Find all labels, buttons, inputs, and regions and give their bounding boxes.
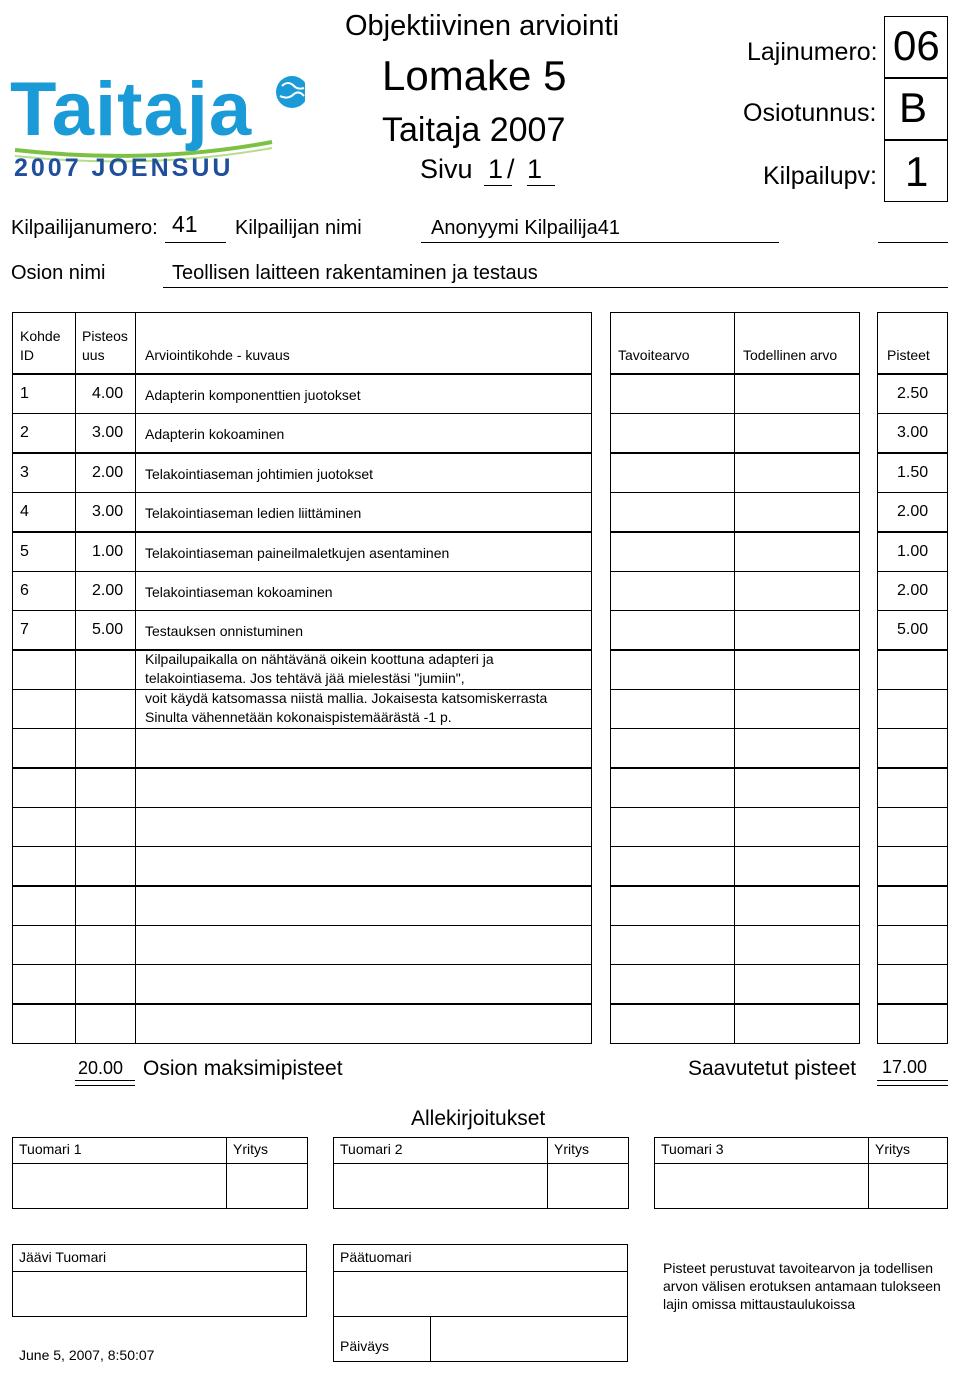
lajinumero-box [884,16,948,78]
footnote-line: Pisteet perustuvat tavoitearvon ja todellisen [663,1260,934,1276]
logo-wordmark: Taitaja [10,67,253,152]
row-max-points: 1.00 [92,542,124,560]
date-label: Päiväys [340,1338,390,1354]
competitor-name-label: Kilpailijan nimi [235,217,362,239]
header-kuvaus: Arviointikohde - kuvaus [145,347,290,363]
table-desc-cell [135,964,592,1004]
table-desc-cell [135,1004,592,1044]
table-target-cell[interactable] [610,964,735,1004]
table-id-cell [12,807,76,847]
table-target-cell[interactable] [610,886,735,926]
header-kuvaus-cell [135,312,592,374]
competitor-number-underline [165,242,226,243]
table-points-cell [877,886,948,926]
row-points: 2.00 [897,582,929,599]
achieved-total-underline-2 [877,1085,948,1086]
header-todellinen-cell [734,312,860,374]
header-tavoite-cell [610,312,735,374]
header-pisteos: Pisteos [82,328,128,344]
table-max-cell [75,886,136,926]
lajinumero-label: Lajinumero: [747,38,878,66]
header-pisteet-cell [877,312,948,374]
section-name-underline [163,287,948,288]
table-actual-cell[interactable] [734,846,860,886]
footnote-line: arvon välisen erotuksen antamaan tulokseen [663,1278,941,1294]
table-actual-cell[interactable] [734,650,860,690]
section-name-label: Osion nimi [11,262,106,284]
table-points-cell [877,1004,948,1044]
page-title: Objektiivinen arviointi [345,10,620,42]
date-value-cell[interactable] [430,1316,628,1362]
table-target-cell[interactable] [610,413,735,453]
table-id-cell [12,689,76,729]
table-target-cell[interactable] [610,532,735,572]
table-id-cell [12,886,76,926]
row-points: 3.00 [897,424,929,442]
competitor-number-label: Kilpailijanumero: [11,217,158,239]
note-line: telakointiasema. Jos tehtävä jää mielestäsi "jumiin", [145,670,465,686]
table-desc-cell [135,807,592,847]
table-target-cell[interactable] [610,728,735,768]
osiotunnus-label: Osiotunnus: [743,99,877,127]
company3-sign-cell[interactable] [868,1163,948,1209]
row-max-points: 3.00 [92,503,124,521]
judge3-label: Tuomari 3 [661,1141,724,1157]
header-pisteet: Pisteet [887,347,930,363]
page-separator: / [507,154,515,184]
table-points-cell [877,964,948,1004]
table-actual-cell[interactable] [734,492,860,532]
header-tavoite: Tavoitearvo [618,347,690,363]
header-todellinen: Todellinen arvo [743,347,838,363]
row-points: 1.50 [897,463,929,481]
table-target-cell[interactable] [610,1004,735,1044]
kilpailupv-box [884,140,948,202]
page-current: 1 [488,154,504,184]
disqualified-judge-sign-cell[interactable] [12,1271,307,1317]
footnote [663,1259,941,1313]
company2-label: Yritys [554,1141,589,1157]
row-id: 4 [20,503,29,521]
head-judge-label: Päätuomari [340,1249,412,1265]
table-points-cell [877,846,948,886]
table-points-cell [877,768,948,808]
table-desc-cell [135,886,592,926]
table-actual-cell[interactable] [734,453,860,493]
table-max-cell [75,650,136,690]
table-actual-cell[interactable] [734,925,860,965]
row-max-points: 2.00 [92,463,124,481]
page-label: Sivu [420,154,473,184]
row-id: 7 [20,621,29,639]
table-target-cell[interactable] [610,689,735,729]
table-actual-cell[interactable] [734,728,860,768]
table-target-cell[interactable] [610,925,735,965]
table-actual-cell[interactable] [734,571,860,611]
table-target-cell[interactable] [610,571,735,611]
table-desc-cell [135,728,592,768]
section-name: Teollisen laitteen rakentaminen ja testaus [172,262,538,284]
row-max-points: 3.00 [92,424,124,442]
achieved-total-underline-1 [877,1080,948,1081]
table-id-cell [12,768,76,808]
row-id: 6 [20,582,29,599]
header-uus: uus [82,347,105,363]
logo-subtitle: 2007 JOENSUU [14,154,234,182]
achieved-label: Saavutetut pisteet [688,1057,857,1080]
row-description: Telakointiaseman kokoaminen [145,584,333,600]
table-target-cell[interactable] [610,650,735,690]
table-points-cell [877,650,948,690]
osiotunnus-value: B [899,84,928,131]
osiotunnus-box [884,78,948,140]
row-max-points: 2.00 [92,582,124,599]
kilpailupv-value: 1 [905,148,929,195]
table-id-cell [12,925,76,965]
table-actual-cell[interactable] [734,689,860,729]
note-line: Sinulta vähennetään kokonaispistemäärästä -1 p. [145,709,452,725]
achieved-total: 17.00 [882,1057,928,1077]
row-description: Telakointiaseman paineilmaletkujen asentaminen [145,544,450,561]
max-label: Osion maksimipisteet [143,1057,343,1080]
row-points: 2.00 [897,503,929,521]
row-id: 3 [20,463,29,481]
row-description: Telakointiaseman johtimien juotokset [145,465,374,482]
row-points: 5.00 [897,621,929,639]
table-max-cell [75,846,136,886]
table-id-cell [12,650,76,690]
table-max-cell [75,689,136,729]
table-target-cell[interactable] [610,846,735,886]
note-line: Kilpailupaikalla on nähtävänä oikein koottuna adapteri ja [145,651,494,667]
page-total-underline [527,185,555,186]
row-id: 1 [20,385,29,402]
timestamp: June 5, 2007, 8:50:07 [19,1347,155,1363]
disqualified-judge-label: Jäävi Tuomari [19,1249,107,1265]
row-points: 1.00 [897,542,929,560]
table-target-cell[interactable] [610,610,735,650]
table-target-cell[interactable] [610,768,735,808]
row-id: 5 [20,542,29,560]
lajinumero-value: 06 [893,22,940,69]
table-actual-cell[interactable] [734,964,860,1004]
competitor-number: 41 [172,211,198,237]
head-judge-sign-cell[interactable] [333,1271,628,1317]
table-desc-cell [135,925,592,965]
table-points-cell [877,689,948,729]
row-points: 2.50 [897,385,929,402]
table-max-cell [75,964,136,1004]
row-max-points: 4.00 [92,385,124,402]
table-points-cell [877,807,948,847]
competitor-name: Anonyymi Kilpailija41 [431,217,620,239]
table-actual-cell[interactable] [734,413,860,453]
header-id: ID [20,347,34,363]
form-title: Lomake 5 [382,52,567,99]
table-points-cell [877,925,948,965]
judge2-label: Tuomari 2 [340,1141,403,1157]
company1-sign-cell[interactable] [226,1163,308,1209]
row-max-points: 5.00 [92,621,124,639]
row-description: Telakointiaseman ledien liittäminen [145,505,362,522]
row-description: Adapterin komponenttien juotokset [145,387,361,403]
table-points-cell [877,728,948,768]
logo [10,67,305,185]
page-current-underline [484,185,512,186]
judge1-sign-cell[interactable] [12,1163,227,1209]
note-line: voit käydä katsomassa niistä mallia. Jokaisesta katsomiskerrasta [145,690,548,706]
table-target-cell[interactable] [610,492,735,532]
table-actual-cell[interactable] [734,807,860,847]
table-target-cell[interactable] [610,807,735,847]
competitor-name-underline [421,242,779,243]
company3-label: Yritys [875,1141,910,1157]
company2-sign-cell[interactable] [547,1163,629,1209]
table-desc-cell [135,846,592,886]
table-id-cell [12,1004,76,1044]
table-max-cell [75,925,136,965]
page-total: 1 [527,154,543,184]
kilpailupv-label: Kilpailupv: [763,162,877,190]
max-total: 20.00 [78,1058,124,1078]
table-actual-cell[interactable] [734,532,860,572]
row-description: Testauksen onnistuminen [145,623,303,640]
max-total-underline-1 [75,1080,135,1081]
table-actual-cell[interactable] [734,1004,860,1044]
table-id-cell [12,728,76,768]
table-max-cell [75,807,136,847]
table-actual-cell[interactable] [734,610,860,650]
table-actual-cell[interactable] [734,886,860,926]
event-title: Taitaja 2007 [382,111,566,149]
max-total-underline-2 [75,1085,135,1086]
table-actual-cell[interactable] [734,374,860,414]
table-actual-cell[interactable] [734,768,860,808]
judge1-label: Tuomari 1 [19,1141,82,1157]
table-desc-cell [135,768,592,808]
table-max-cell [75,768,136,808]
table-id-cell [12,846,76,886]
judge3-sign-cell[interactable] [654,1163,869,1209]
company1-label: Yritys [233,1141,268,1157]
table-target-cell[interactable] [610,374,735,414]
table-max-cell [75,728,136,768]
table-target-cell[interactable] [610,453,735,493]
table-id-cell [12,964,76,1004]
table-max-cell [75,1004,136,1044]
signatures-title: Allekirjoitukset [411,1107,546,1130]
footnote-line: lajin omissa mittaustaulukoissa [663,1296,856,1312]
judge2-sign-cell[interactable] [333,1163,548,1209]
header-kohde: Kohde [20,328,61,344]
row-description: Adapterin kokoaminen [145,426,285,443]
row-id: 2 [20,424,29,442]
competitor-extra-underline [878,242,948,243]
